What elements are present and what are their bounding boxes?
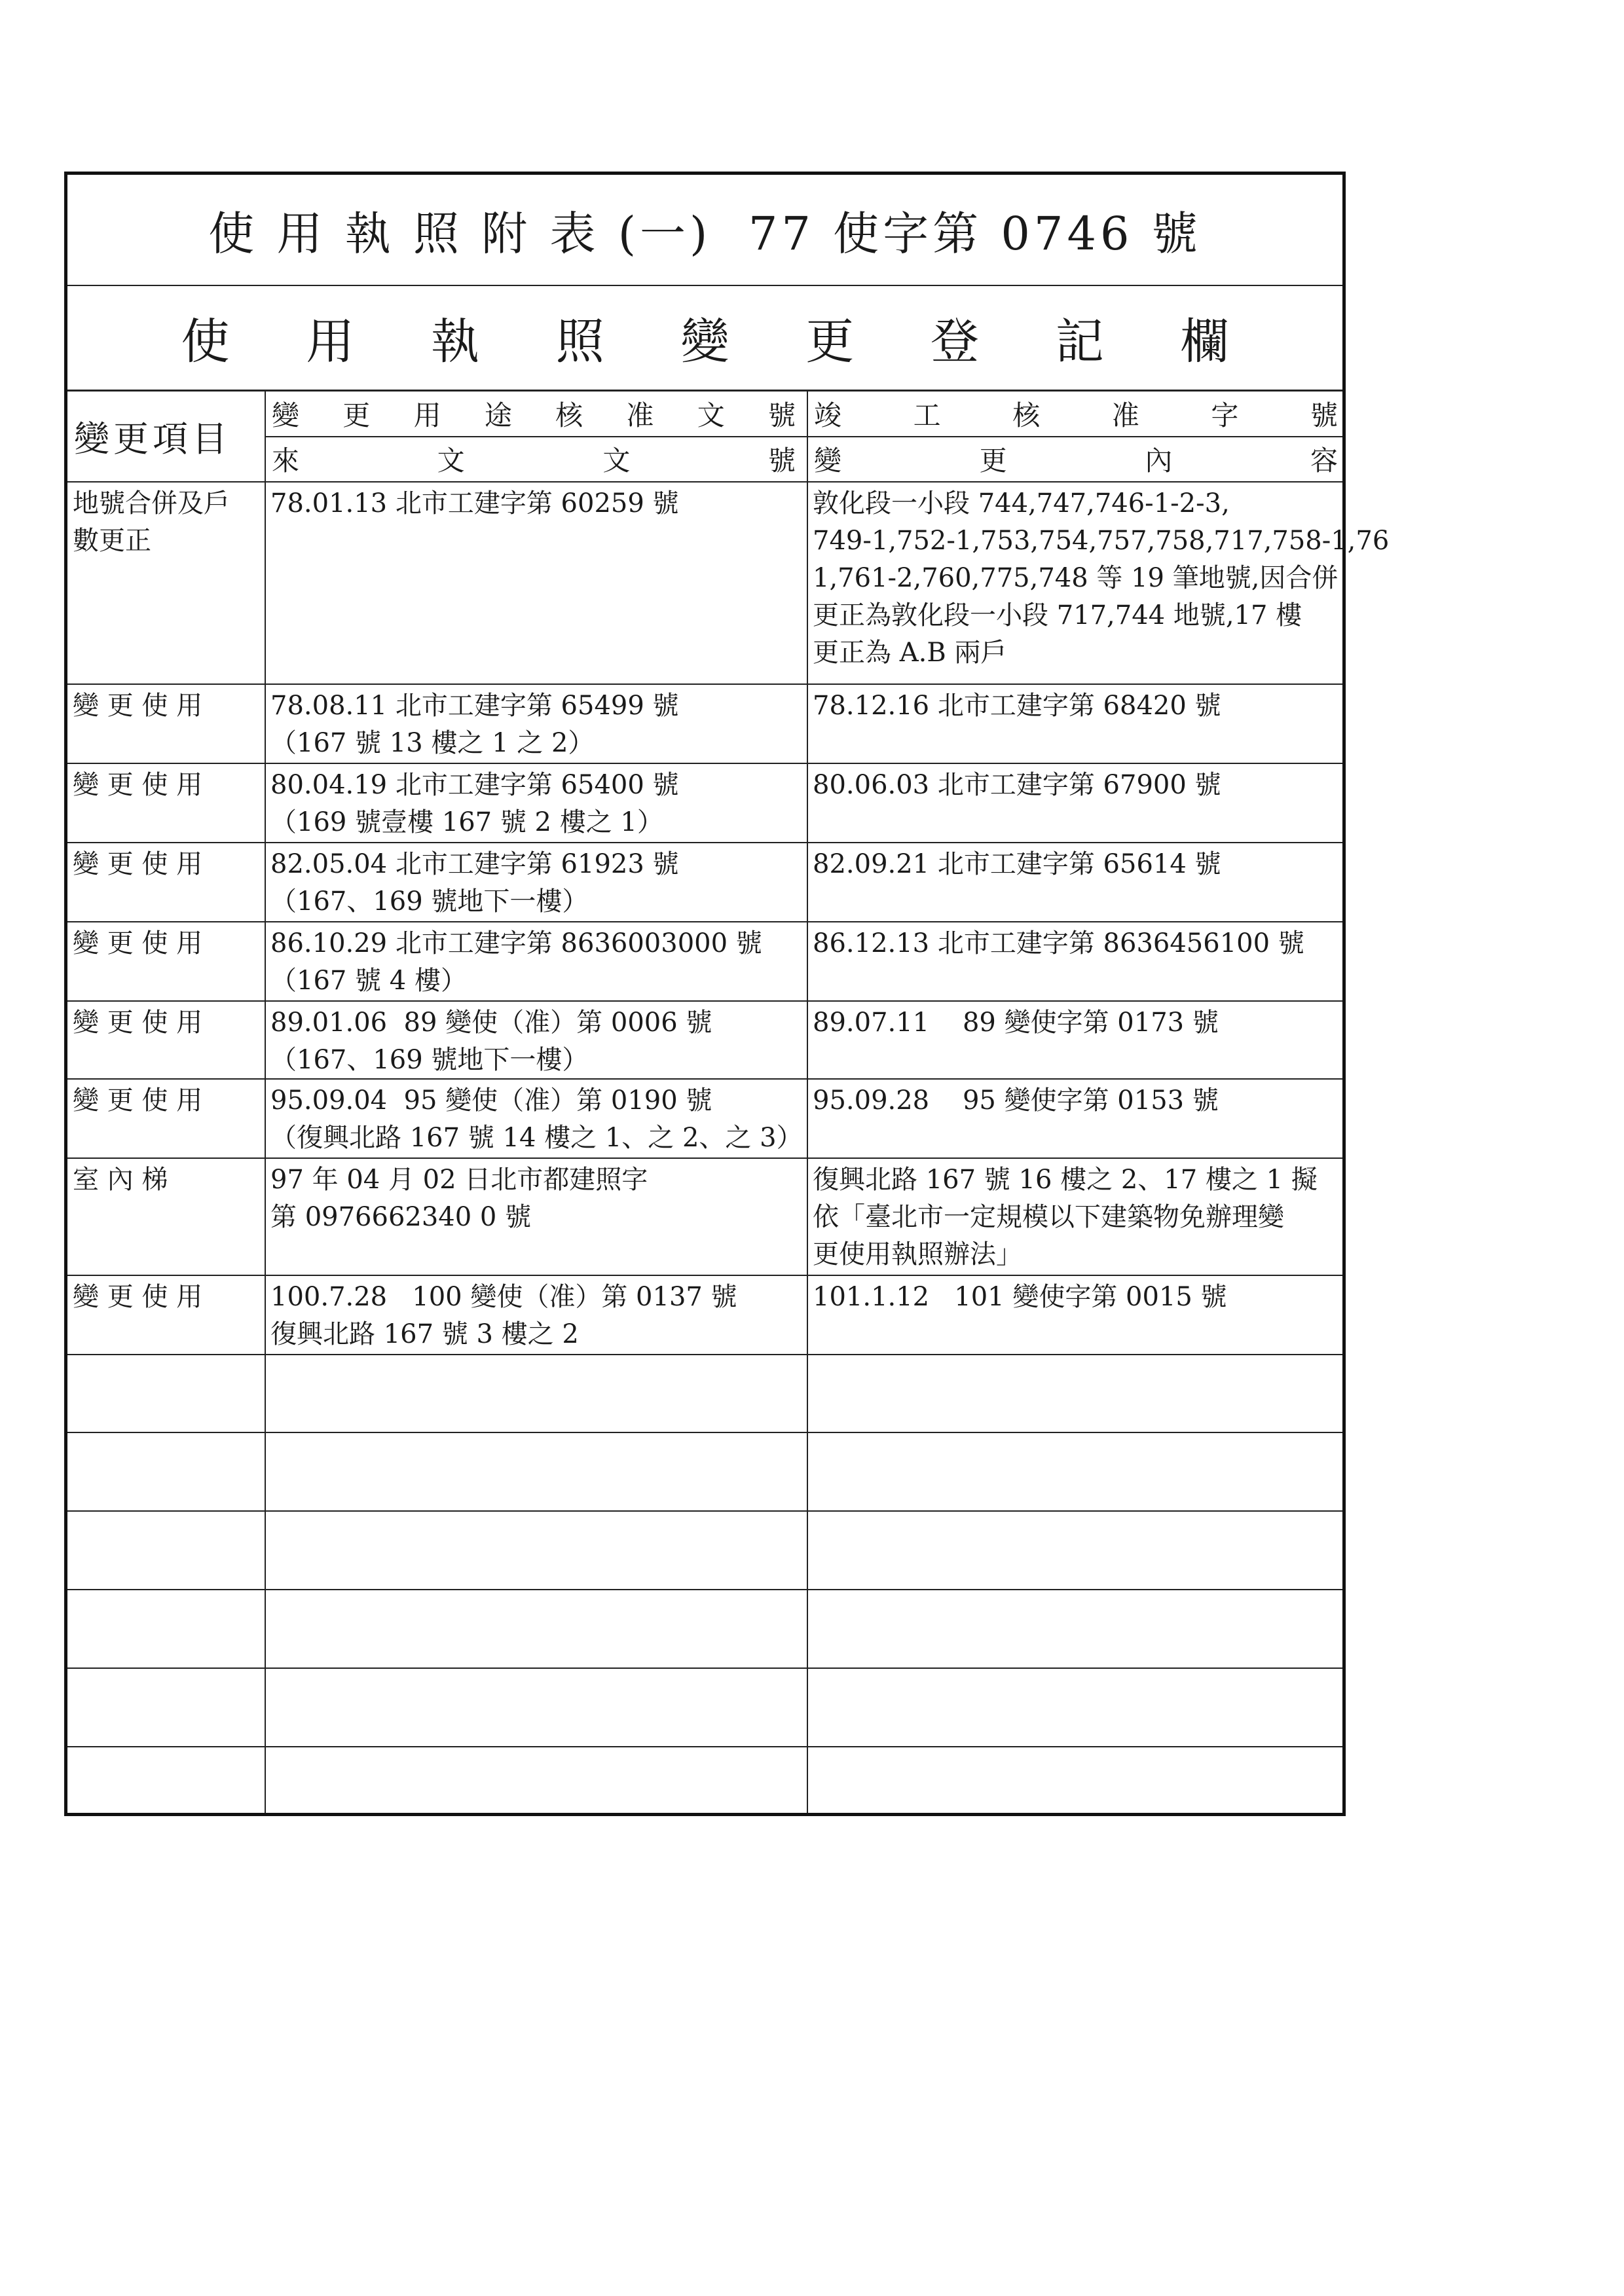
row-approval: 78.08.11 北市工建字第 65499 號 （167 號 13 樓之 1 之 2） bbox=[270, 691, 679, 758]
section-title-char: 記 bbox=[1055, 314, 1104, 370]
row-divider bbox=[67, 1432, 1342, 1433]
header-char: 核 bbox=[555, 399, 583, 431]
header-char: 來 bbox=[272, 445, 300, 477]
column-divider bbox=[807, 392, 808, 1813]
header-char: 文 bbox=[697, 399, 725, 431]
header-char: 變 bbox=[272, 399, 300, 431]
row-completion: 95.09.28 95 變使字第 0153 號 bbox=[813, 1085, 1219, 1116]
header-char: 准 bbox=[1111, 399, 1139, 431]
row-divider bbox=[67, 1275, 1342, 1276]
row-approval: 95.09.04 95 變使（准）第 0190 號 （復興北路 167 號 14 樓之 1、之 2、之 3） bbox=[270, 1085, 803, 1153]
row-approval: 100.7.28 100 變使（准）第 0137 號 復興北路 167 號 3 樓之 2 bbox=[270, 1282, 737, 1349]
row-item: 變 更 使 用 bbox=[73, 1008, 203, 1038]
header-approval-doc bbox=[272, 392, 796, 436]
header-incoming-doc bbox=[272, 437, 796, 481]
row-completion: 復興北路 167 號 16 樓之 2、17 樓之 1 擬 依「臺北市一定規模以下建築物免辦理變 更使用執照辦法」 bbox=[813, 1165, 1318, 1269]
header-completion-number bbox=[814, 392, 1338, 436]
column-divider bbox=[265, 392, 266, 1813]
row-completion: 敦化段一小段 744,747,746-1-2-3, 749-1,752-1,753,754,757,758,717,758-1,76 1,761-2,760,775,748 等 19 筆地號,因合併 更正為敦化段一小段 717,744 地號,17 樓 更正為 A.B 兩戶 bbox=[813, 488, 1390, 668]
row-divider bbox=[67, 1157, 1342, 1159]
header-char: 更 bbox=[979, 445, 1007, 477]
row-item: 室 內 梯 bbox=[73, 1165, 168, 1195]
header-char: 途 bbox=[484, 399, 512, 431]
row-completion: 78.12.16 北市工建字第 68420 號 bbox=[813, 691, 1221, 721]
row-approval: 82.05.04 北市工建字第 61923 號 （167、169 號地下一樓） bbox=[270, 849, 679, 917]
row-completion: 86.12.13 北市工建字第 8636456100 號 bbox=[813, 928, 1304, 958]
header-char: 用 bbox=[413, 399, 441, 431]
row-divider bbox=[67, 921, 1342, 922]
section-title-char: 變 bbox=[680, 314, 729, 370]
header-char: 變 bbox=[814, 445, 842, 477]
header-char: 號 bbox=[767, 445, 796, 477]
row-approval: 80.04.19 北市工建字第 65400 號 （169 號壹樓 167 號 2 樓之 1） bbox=[270, 770, 679, 837]
header-char: 核 bbox=[1012, 399, 1041, 431]
header-char: 文 bbox=[602, 445, 631, 477]
row-item: 變 更 使 用 bbox=[73, 1085, 203, 1116]
row-item: 變 更 使 用 bbox=[73, 1282, 203, 1312]
header-char: 內 bbox=[1145, 445, 1173, 477]
row-divider bbox=[67, 481, 1342, 483]
row-item: 變 更 使 用 bbox=[73, 928, 203, 958]
row-completion: 82.09.21 北市工建字第 65614 號 bbox=[813, 849, 1221, 879]
row-divider bbox=[67, 1354, 1342, 1355]
row-divider bbox=[67, 1746, 1342, 1747]
section-title-char: 登 bbox=[931, 314, 979, 370]
row-completion: 80.06.03 北市工建字第 67900 號 bbox=[813, 770, 1221, 800]
page-title: 使 用 執 照 附 表 (一) 77 使字第 0746 號 bbox=[208, 206, 1202, 261]
header-char: 字 bbox=[1211, 399, 1239, 431]
row-approval: 89.01.06 89 變使（准）第 0006 號 （167、169 號地下一樓） bbox=[270, 1008, 712, 1075]
row-divider bbox=[67, 1667, 1342, 1669]
header-change-item: 變更項目 bbox=[74, 418, 231, 460]
license-table bbox=[64, 172, 1390, 1816]
section-title-char: 欄 bbox=[1180, 314, 1229, 370]
header-char: 更 bbox=[342, 399, 371, 431]
row-completion: 89.07.11 89 變使字第 0173 號 bbox=[813, 1008, 1219, 1038]
row-divider bbox=[67, 683, 1342, 685]
row-item: 變 更 使 用 bbox=[73, 691, 203, 721]
row-divider bbox=[67, 763, 1342, 764]
header-char: 號 bbox=[767, 399, 796, 431]
row-approval: 86.10.29 北市工建字第 8636003000 號 （167 號 4 樓） bbox=[270, 928, 762, 996]
header-char: 容 bbox=[1310, 445, 1338, 477]
title-row bbox=[67, 175, 1342, 286]
row-divider bbox=[67, 1000, 1342, 1002]
header-char: 竣 bbox=[814, 399, 842, 431]
section-title-char: 使 bbox=[181, 314, 230, 370]
table-header bbox=[67, 392, 1342, 481]
row-completion: 101.1.12 101 變使字第 0015 號 bbox=[813, 1282, 1227, 1312]
section-title-char: 用 bbox=[306, 314, 355, 370]
row-divider bbox=[67, 1510, 1342, 1512]
row-divider bbox=[67, 842, 1342, 843]
header-char: 工 bbox=[913, 399, 941, 431]
section-title-char: 更 bbox=[805, 314, 855, 370]
header-change-content bbox=[814, 437, 1338, 481]
section-title-char: 執 bbox=[431, 314, 479, 370]
row-approval: 97 年 04 月 02 日北市都建照字 第 0976662340 0 號 bbox=[270, 1165, 648, 1232]
row-divider bbox=[67, 1589, 1342, 1590]
row-item: 變 更 使 用 bbox=[73, 849, 203, 879]
row-item: 地號合併及戶 數更正 bbox=[73, 488, 230, 556]
section-title-char: 照 bbox=[555, 314, 604, 370]
header-char: 號 bbox=[1310, 399, 1338, 431]
row-item: 變 更 使 用 bbox=[73, 770, 203, 800]
row-approval: 78.01.13 北市工建字第 60259 號 bbox=[270, 488, 679, 519]
header-char: 文 bbox=[437, 445, 465, 477]
header-char: 准 bbox=[626, 399, 654, 431]
section-title bbox=[181, 303, 1229, 373]
subtitle-row bbox=[67, 286, 1342, 392]
